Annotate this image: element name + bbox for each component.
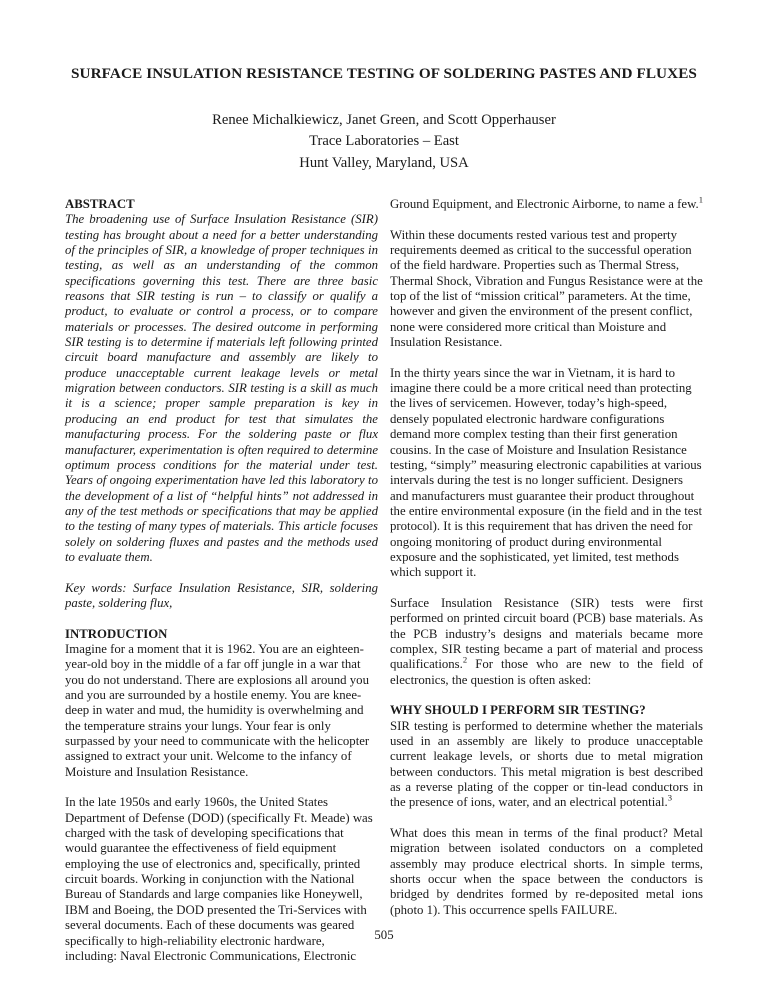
paragraph-sir-tests-history-text-b: For those who are new to the field of electronics, the question is often asked: (390, 657, 703, 687)
footnote-ref-3: 3 (667, 793, 672, 804)
spacer (390, 212, 703, 227)
paragraph-final-product: What does this mean in terms of the final product? Metal migration between isolated conductors on a completed assembly may produce electrical shorts. In simple terms, shorts occur when the space between the conductors is bridged by dendrites formed by re-deposited metal ions (photo 1). This occurrence spells FAILURE. (390, 826, 703, 917)
affiliation: Trace Laboratories – East (309, 133, 459, 150)
footnote-ref-2: 2 (462, 655, 468, 666)
paper-header (65, 63, 703, 175)
paragraph-sir-purpose-text: SIR testing is performed to determine whether the materials used in an assembly are likely to produce unacceptable current leakage levels, or shorts due to metal migration between conductors. This metal migration is best described as a reverse plating of the copper or tin-lead conductors in the presence of ions, water, and an electrical potential. (390, 718, 703, 810)
spacer (390, 350, 703, 365)
spacer (390, 811, 703, 826)
abstract-heading: ABSTRACT (65, 197, 135, 211)
page-title: SURFACE INSULATION RESISTANCE TESTING OF SOLDERING PASTES AND FLUXES (71, 65, 697, 82)
continued-paragraph-text: Ground Equipment, and Electronic Airborne, to name a few. (390, 197, 699, 211)
author-names: Renee Michalkiewicz, Janet Green, and Scott Opperhauser (212, 111, 556, 128)
spacer (390, 688, 703, 703)
footnote-ref-1: 1 (698, 194, 703, 205)
paragraph-sir-tests-history (390, 596, 703, 688)
paragraph-sir-tests-history-text-a: Surface Insulation Resistance (SIR) tests were first performed on printed circuit board (PCB) base materials. As the PCB industry’s designs and materials became more complex, SIR testing became a part of material and process qualifications. (390, 595, 703, 672)
spacer (390, 581, 703, 596)
spacer (65, 611, 378, 626)
location: Hunt Valley, Maryland, USA (299, 155, 469, 172)
keywords: Key words: Surface Insulation Resistance, SIR, soldering paste, soldering flux, (65, 580, 378, 610)
author-block (65, 110, 703, 175)
why-perform-sir-heading: WHY SHOULD I PERFORM SIR TESTING? (390, 703, 646, 718)
introduction-paragraph-2: In the late 1950s and early 1960s, the United States Department of Defense (DOD) (specifically Ft. Meade) was charged with the task of developing specifications that would guarantee the effectiveness of field equipment employing the use of electronics and, specifically, printed circuit boards. Working in conjunction with the National Bureau of Standards and large companies like Honeywell, IBM and Boeing, the DOD presented the Tri-Services with several documents. Each of these documents was geared specifically to high-reliability electronic hardware, including: Naval Electronic Communications, Electronic (65, 795, 373, 963)
introduction-heading: INTRODUCTION (65, 626, 168, 641)
right-column (390, 194, 703, 918)
left-column (65, 197, 378, 964)
page-number: 505 (374, 928, 394, 942)
introduction-paragraph-1: Imagine for a moment that it is 1962. You are an eighteen-year-old boy in the middle of a far off jungle in a war that you do not understand. There are explosions all around you and you are surrounded by a hostile enemy. You are knee-deep in water and mud, the humidity is overwhelming and the temperature strains your lungs. Your fear is only surpassed by your need to communicate with the helicopter assigned to extract your unit. Welcome to the infancy of Moisture and Insulation Resistance. (65, 641, 370, 779)
continued-paragraph (390, 194, 703, 212)
spacer (65, 780, 378, 795)
abstract-body: The broadening use of Surface Insulation Resistance (SIR) testing has brought about a need for a better understanding of the principles of SIR, a knowledge of proper techniques in testing, as well as an understanding of the common specifications governing this test. There are three basic reasons that SIR testing is run – to classify or qualify a product, to evaluate or control a process, or to compare materials or processes. The desired outcome in performing SIR testing is to determine if materials left following printed circuit board manufacture and assembly are likely to produce unacceptable current leakage levels or metal migration between conductors. SIR testing is a skill as much it is a science; proper sample preparation is key in producing an end product for test that simulates the manufacturing process. For the soldering paste or flux manufacturer, experimentation is often required to determine optimum process conditions for the material under test. Years of ongoing experimentation have led this laboratory to the development of a list of “helpful hints” not addressed in any of the test methods or specifications that may be applied to the testing of many types of materials. This article focuses solely on soldering fluxes and pastes and the methods used to evaluate them. (65, 212, 378, 564)
paragraph-documents-requirements: Within these documents rested various test and property requirements deemed as critical to the successful operation of the field hardware. Properties such as Thermal Stress, Thermal Shock, Vibration and Fungus Resistance were at the top of the list of “mission critical” parameters. At the time, however and given the environment of the present conflict, none were considered more critical than Moisture and Insulation Resistance. (390, 227, 703, 350)
spacer (65, 565, 378, 580)
paragraph-sir-purpose (390, 719, 703, 811)
paragraph-thirty-years: In the thirty years since the war in Vietnam, it is hard to imagine there could be a more critical need than protecting the lives of servicemen. However, today’s high-speed, densely populated electronic hardware configurations demand more complex testing than their first generation cousins. In the case of Moisture and Insulation Resistance testing, “simply” measuring electronic capabilities at various intervals during the test is no longer sufficient. Designers and manufacturers must guarantee their product throughout the entire environmental exposure (in the field and in the test protocol). It is this requirement that has driven the need for ongoing monitoring of product during environmental exposure and the sophisticated, yet limited, test methods which support it. (390, 365, 702, 580)
